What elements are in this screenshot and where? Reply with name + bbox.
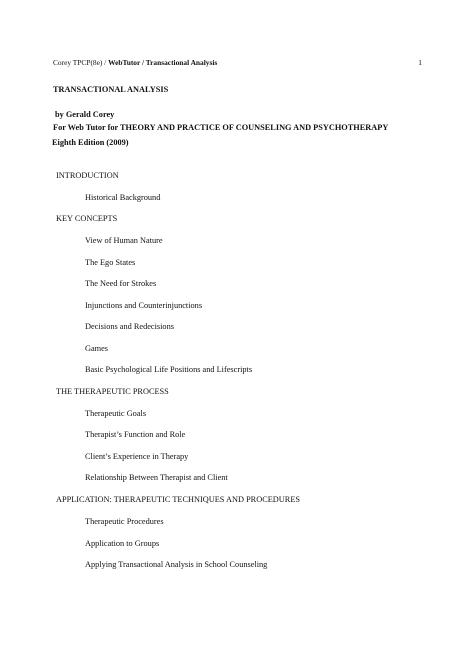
toc-section-therapeutic-process: THE THERAPEUTIC PROCESS [56,387,169,396]
toc-item: Historical Background [85,193,161,202]
header-source-bold: WebTutor / Transactional Analysis [108,58,218,67]
toc-item: The Need for Strokes [85,279,157,288]
toc-item: Client’s Experience in Therapy [85,452,189,461]
toc-item: Therapeutic Procedures [85,517,164,526]
toc-item: Games [85,344,109,353]
toc-item: Therapeutic Goals [85,409,147,418]
toc-item: Basic Psychological Life Positions and Lifescripts [85,365,253,374]
toc-section-introduction: INTRODUCTION [56,171,119,180]
header-source-plain: Corey TPCP(8e) / [53,58,109,67]
document-title: TRANSACTIONAL ANALYSIS [53,85,169,94]
toc-section-key-concepts: KEY CONCEPTS [56,214,118,223]
toc-item: Injunctions and Counterinjunctions [85,301,203,310]
subtitle-line-1: For Web Tutor for THEORY AND PRACTICE OF COUNSELING AND PSYCHOTHERAPY [53,123,389,132]
toc-item: Decisions and Redecisions [85,322,174,331]
author-line: by Gerald Corey [55,110,115,119]
toc-item: The Ego States [85,258,136,267]
edition-line: Eighth Edition (2009) [52,138,129,147]
toc-item: View of Human Nature [85,236,163,245]
toc-item: Relationship Between Therapist and Client [85,473,228,482]
running-header [53,57,422,69]
header-source [53,57,217,69]
toc-section-application: APPLICATION: THERAPEUTIC TECHNIQUES AND PROCEDURES [56,495,301,504]
toc-item: Application to Groups [85,539,160,548]
title-block [52,84,453,147]
toc-item: Applying Transactional Analysis in School Counseling [85,560,268,569]
toc-item: Therapist’s Function and Role [85,430,186,439]
page-number: 1 [418,58,422,67]
